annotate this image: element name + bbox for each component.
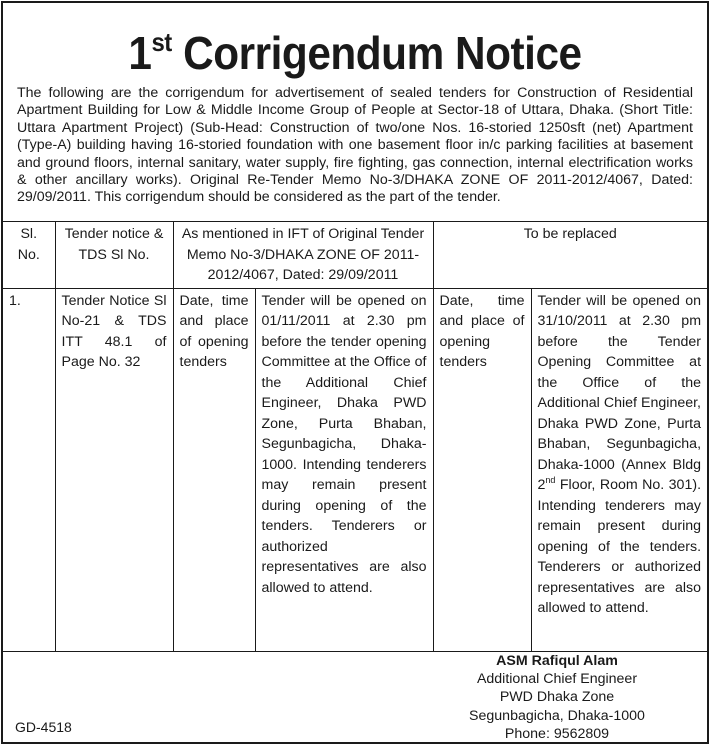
replaced-text-superscript: nd bbox=[545, 475, 556, 485]
row-replaced-text bbox=[531, 288, 707, 651]
title-ordinal: st bbox=[151, 27, 172, 57]
notice-title bbox=[31, 25, 679, 81]
header-original: As mentioned in IFT of Original Tender Memo No-3/DHAKA ZONE OF 2011-2012/4067, Dated: 29/09/2011 bbox=[173, 222, 433, 289]
signatory-office: PWD Dhaka Zone bbox=[499, 689, 615, 706]
table-row bbox=[3, 288, 707, 651]
row-original-text: Tender will be opened on 01/11/2011 at 2.30 pm before the tender opening Committee at the Office of the Additional Chief Engineer, Dhaka PWD Zone, Purta Bhaban, Segunbagicha, Dhaka-1000. Intending tenderers may remain present during opening of the tenders. Tenderers or authorized representatives are also allowed to attend. bbox=[255, 288, 433, 651]
signatory-phone: Phone: 9562809 bbox=[504, 725, 610, 742]
row-original-label: Date, time and place of opening tenders bbox=[173, 288, 255, 651]
table-header-row bbox=[3, 222, 707, 289]
signatory-address: Segunbagicha, Dhaka-1000 bbox=[469, 707, 645, 724]
notice-code: GD-4518 bbox=[15, 719, 72, 735]
row-replaced-label: Date, time and place of opening tenders bbox=[433, 288, 531, 651]
intro-paragraph: The following are the corrigendum for advertisement of sealed tenders for Construction of Residential Apartment Building for Low & Middle Income Group of People at Sector-18 of Uttara, Dhaka. (Short Title: Uttara Apartment Project) (Sub-Head: Construction of two/one Nos. 16-storied 1250sft (net) Apartment (Type-A) building having 16-storied foundation with one basement floor in/c parking facilities at basement and ground floors, internal sanitary, water supply, fire fighting, gas connection, internal electrification works & other ancillary works). Original Re-Tender Memo No-3/DHAKA ZONE OF 2011-2012/4067, Dated: 29/09/2011. This corrigendum should be considered as the part of the tender. bbox=[17, 85, 693, 206]
replaced-text-part-2: Floor, Room No. 301). Intending tenderers may remain present during opening of the tenders. Tenderers or authorized representatives are also allowed to attend. bbox=[537, 477, 702, 616]
title-number: 1 bbox=[128, 27, 152, 79]
signature-block bbox=[447, 652, 667, 743]
header-sl-no: Sl. No. bbox=[3, 222, 55, 289]
signatory-name: ASM Rafiqul Alam bbox=[496, 653, 618, 669]
header-replaced: To be replaced bbox=[433, 222, 707, 289]
row-sl-no: 1. bbox=[3, 288, 55, 651]
signatory-designation: Additional Chief Engineer bbox=[476, 671, 638, 688]
corrigendum-notice bbox=[1, 1, 709, 744]
corrigendum-table bbox=[3, 221, 707, 652]
row-tender-notice: Tender Notice Sl No-21 & TDS ITT 48.1 of Page No. 32 bbox=[55, 288, 173, 651]
replaced-text-part-1: Tender will be opened on 31/10/2011 at 2.30 pm before the Tender Opening Committee at the Office of the Additional Chief Engineer, Dhaka PWD Zone, Purta Bhaban, Segunbagicha, Dhaka-1000 (Annex Bldg 2 bbox=[537, 292, 702, 493]
title-text: Corrigendum Notice bbox=[171, 27, 582, 79]
header-tender-notice: Tender notice & TDS Sl No. bbox=[55, 222, 173, 289]
